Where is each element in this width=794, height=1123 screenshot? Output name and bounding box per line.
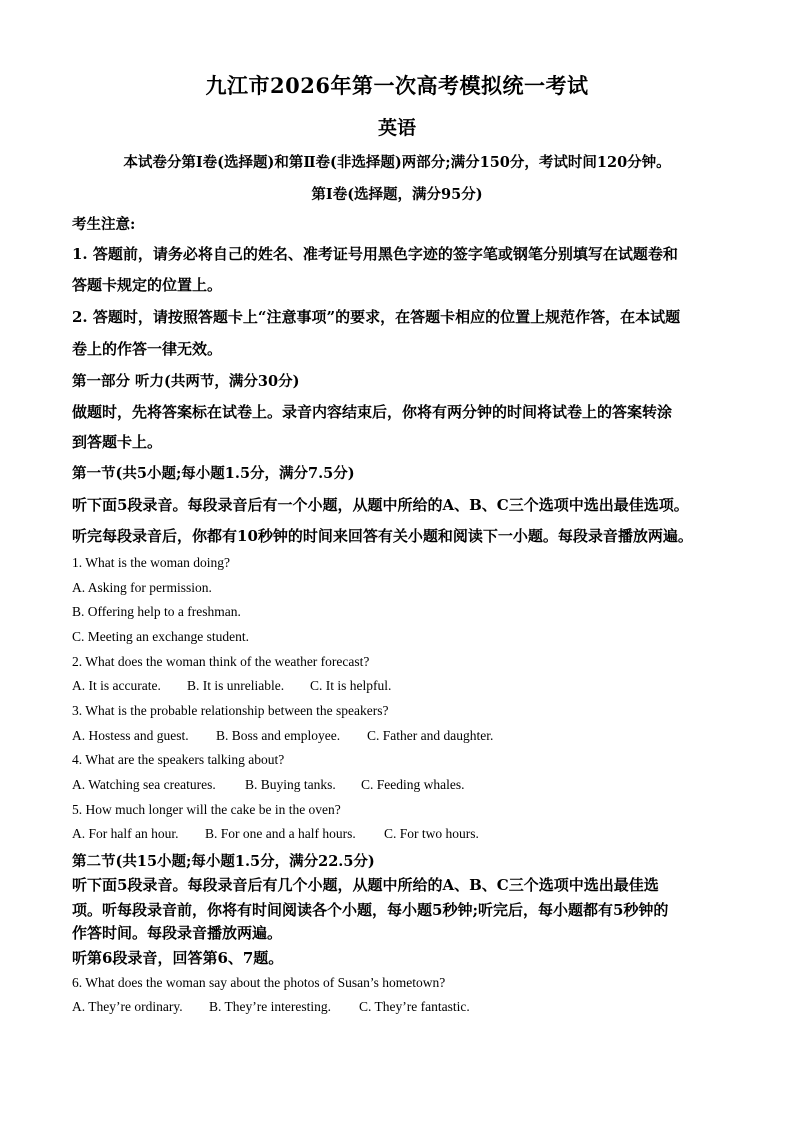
section2-desc-line-1: 听下面5段录音。每段录音后有几个小题，从题中所给的A、B、C三个选项中选出最佳选 xyxy=(72,876,659,894)
part1-desc-line-2: 到答题卡上。 xyxy=(72,433,163,451)
question-1-option-a: A. Asking for permission. xyxy=(72,580,212,595)
audio-6-instruction: 听第6段录音，回答第6、7题。 xyxy=(72,949,284,967)
question-2-option-c: C. It is helpful. xyxy=(310,678,392,693)
exam-title: 九江市2026年第一次高考模拟统一考试 xyxy=(205,73,589,98)
section2-heading: 第二节(共15小题;每小题1.5分，满分22.5分) xyxy=(72,853,375,870)
question-4-stem: 4. What are the speakers talking about? xyxy=(72,752,285,767)
question-3-option-a: A. Hostess and guest. xyxy=(72,728,189,743)
part1-heading: 第一部分 听力(共两节，满分30分) xyxy=(72,373,300,390)
section1-desc-line-2: 听完每段录音后，你都有10秒钟的时间来回答有关小题和阅读下一小题。每段录音播放两遍。 xyxy=(72,527,693,545)
question-6-option-a: A. They’re ordinary. xyxy=(72,999,183,1014)
question-1-option-c: C. Meeting an exchange student. xyxy=(72,629,249,644)
question-2-option-b: B. It is unreliable. xyxy=(187,678,285,693)
exam-intro: 本试卷分第Ⅰ卷(选择题)和第Ⅱ卷(非选择题)两部分;满分150分，考试时间120分钟。 xyxy=(123,154,671,171)
question-4-option-a: A. Watching sea creatures. xyxy=(72,777,216,792)
question-6-option-b: B. They’re interesting. xyxy=(209,999,331,1014)
question-2-option-a: A. It is accurate. xyxy=(72,678,161,693)
question-3-option-b: B. Boss and employee. xyxy=(216,728,341,743)
question-5-stem: 5. How much longer will the cake be in the oven? xyxy=(72,802,341,817)
question-2-stem: 2. What does the woman think of the weather forecast? xyxy=(72,654,370,669)
question-5-option-a: A. For half an hour. xyxy=(72,826,179,841)
section2-desc-line-2: 项。听每段录音前，你将有时间阅读各个小题，每小题5秒钟;听完后，每小题都有5秒钟的 xyxy=(72,901,669,919)
question-6-option-c: C. They’re fantastic. xyxy=(359,999,470,1014)
notice-item-1-line-2: 答题卡规定的位置上。 xyxy=(72,276,223,294)
notice-item-2-line-1: 2. 答题时，请按照答题卡上“注意事项”的要求，在答题卡相应的位置上规范作答，在本试题 xyxy=(72,308,681,326)
question-3-stem: 3. What is the probable relationship between the speakers? xyxy=(72,703,389,718)
notice-item-2-line-2: 卷上的作答一律无效。 xyxy=(72,340,223,358)
question-5-option-c: C. For two hours. xyxy=(384,826,479,841)
subject-title: 英语 xyxy=(377,117,416,139)
part1-desc-line-1: 做题时，先将答案标在试卷上。录音内容结束后，你将有两分钟的时间将试卷上的答案转涂 xyxy=(72,403,673,421)
question-3-option-c: C. Father and daughter. xyxy=(367,728,494,743)
section1-heading: 第一节(共5小题;每小题1.5分，满分7.5分) xyxy=(72,465,355,482)
question-1-stem: 1. What is the woman doing? xyxy=(72,555,230,570)
volume-title: 第Ⅰ卷(选择题，满分95分) xyxy=(311,186,483,203)
notice-item-1-line-1: 1. 答题前，请务必将自己的姓名、准考证号用黑色字迹的签字笔或钢笔分别填写在试题卷和 xyxy=(72,245,678,263)
question-1-option-b: B. Offering help to a freshman. xyxy=(72,604,241,619)
question-6-stem: 6. What does the woman say about the photos of Susan’s hometown? xyxy=(72,975,446,990)
question-5-option-b: B. For one and a half hours. xyxy=(205,826,356,841)
section1-desc-line-1: 听下面5段录音。每段录音后有一个小题，从题中所给的A、B、C三个选项中选出最佳选项。 xyxy=(72,496,689,514)
section2-desc-line-3: 作答时间。每段录音播放两遍。 xyxy=(72,924,283,942)
notice-heading: 考生注意: xyxy=(72,216,136,233)
question-4-option-c: C. Feeding whales. xyxy=(361,777,465,792)
question-4-option-b: B. Buying tanks. xyxy=(245,777,336,792)
